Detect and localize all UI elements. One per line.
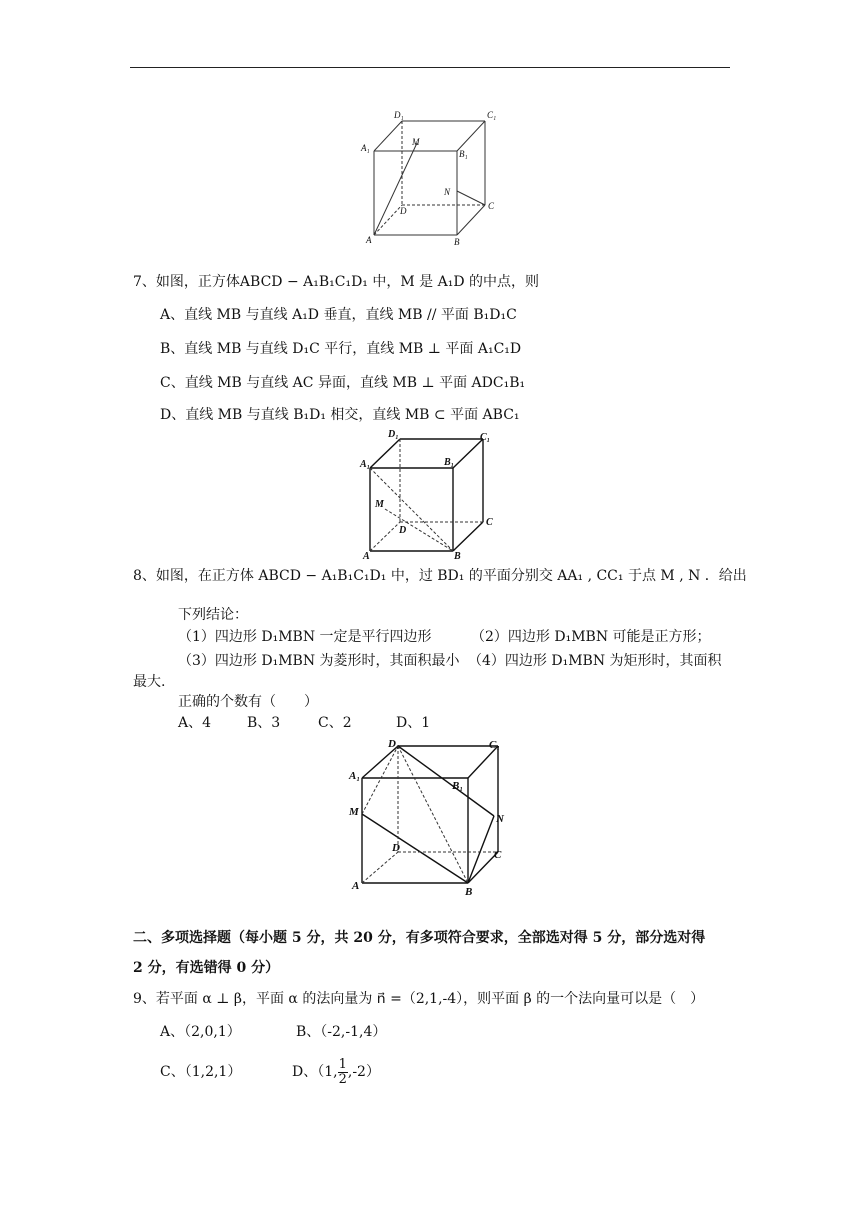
cube-figure-q8 [346,734,521,896]
label-d: D [399,525,407,536]
q9-option-d-prefix: D、（1, [292,1064,338,1080]
label-n: N [444,187,451,197]
label-a: A [366,235,372,245]
label-d1: D₁ [394,110,404,120]
q8-conclusion-3: （3）四边形 D₁MBN 为菱形时，其面积最小 [178,653,460,669]
label-m: M [349,806,359,818]
label-a: A [352,880,360,892]
fraction-numerator: 1 [338,1056,347,1072]
label-a: A [363,551,370,562]
q9-option-d-suffix: ,-2） [347,1064,380,1080]
header-rule [130,67,730,68]
q7-option-b: B、直线 MB 与直线 D₁C 平行，直线 MB ⊥ 平面 A₁C₁D [160,341,522,357]
q8-stem: 8、如图，在正方体 ABCD − A₁B₁C₁D₁ 中，过 BD₁ 的平面分别交 AA₁ , CC₁ 于点 M , N ．给出 [133,568,747,584]
label-a1: A₁ [361,143,370,153]
q8-conclusion-4: （4）四边形 D₁MBN 为矩形时，其面积 [468,653,722,669]
label-c1: C₁ [480,432,491,443]
fraction-denominator: 2 [338,1071,347,1087]
q8-conclusion-4-cont: 最大. [133,674,166,690]
q8-option-a: A、4 [178,715,212,731]
q9-option-d [292,1055,380,1089]
section-2-heading-line2: 2 分，有选错得 0 分） [133,960,280,976]
q8-option-b: B、3 [247,715,281,731]
q7-option-a: A、直线 MB 与直线 A₁D 垂直，直线 MB // 平面 B₁D₁C [160,307,517,323]
label-b1: B₁ [452,780,464,792]
label-a1: A₁ [360,459,371,470]
label-b: B [454,237,460,247]
label-d1: D₁ [388,429,399,440]
cube-figure-top [360,105,510,250]
q8-ask: 正确的个数有（ ） [178,694,318,710]
label-b: B [454,551,461,562]
q8-intro: 下列结论： [178,607,248,623]
label-b1: B₁ [459,149,468,159]
q9-option-c: C、（1,2,1） [160,1064,242,1080]
label-b: B [465,886,473,898]
q8-conclusion-1: （1）四边形 D₁MBN 一定是平行四边形 [178,629,432,645]
q9-option-b: B、（-2,-1,4） [296,1024,387,1040]
label-d1: D₁ [388,738,400,750]
section-2-heading-line1: 二、多项选择题（每小题 5 分，共 20 分，有多项符合要求，全部选对得 5 分，部分选对得 [133,930,706,946]
q7-stem: 7、如图，正方体ABCD − A₁B₁C₁D₁ 中，M 是 A₁D 的中点，则 [133,274,539,290]
q8-conclusion-2: （2）四边形 D₁MBN 可能是正方形； [471,629,711,645]
q9-option-a: A、（2,0,1） [160,1024,241,1040]
label-n: N [496,813,504,825]
label-d: D [392,842,400,854]
label-c: C [488,201,495,211]
label-c1: C₁ [489,739,501,751]
label-m: M [375,499,384,510]
q8-option-d: D、1 [396,715,431,731]
cube-figure-q7 [358,428,508,566]
q8-option-c: C、2 [318,715,352,731]
q7-option-d: D、直线 MB 与直线 B₁D₁ 相交，直线 MB ⊂ 平面 ABC₁ [160,407,520,423]
q9-stem: 9、若平面 α ⊥ β，平面 α 的法向量为 n⃗ =（2,1,-4），则平面 β 的一个法向量可以是（ ） [133,991,705,1007]
label-b1: B₁ [444,457,455,468]
label-m: M [412,137,420,147]
label-c: C [486,517,493,528]
label-c1: C₁ [487,110,497,120]
label-d: D [400,206,407,216]
q9-option-d-fraction [338,1058,348,1087]
q7-option-c: C、直线 MB 与直线 AC 异面，直线 MB ⊥ 平面 ADC₁B₁ [160,375,526,391]
label-c: C [494,849,502,861]
label-a1: A₁ [349,770,361,782]
